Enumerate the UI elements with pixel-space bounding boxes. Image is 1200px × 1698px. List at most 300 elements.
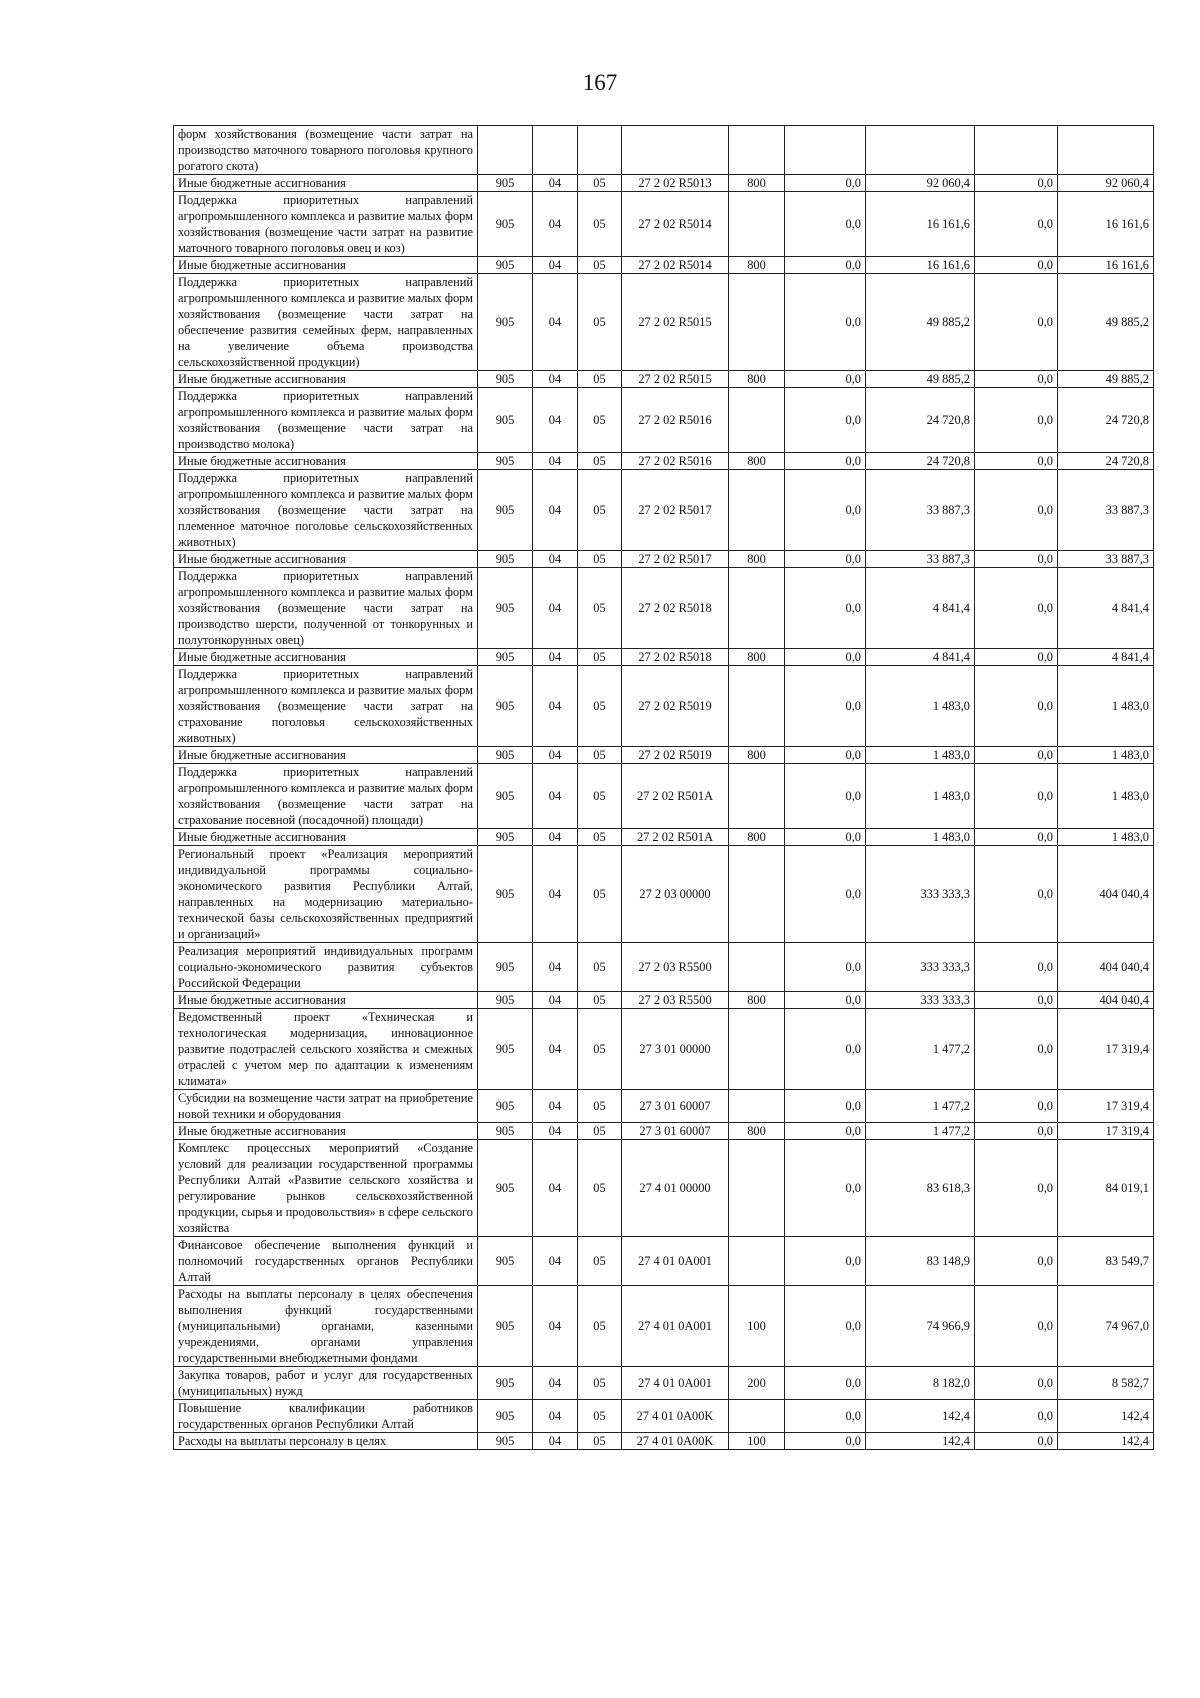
amount-cell-2: 1 477,2	[866, 1009, 975, 1090]
amount-cell-1: 0,0	[785, 1123, 866, 1140]
amount-cell-3: 0,0	[975, 192, 1058, 257]
target-article-cell: 27 2 02 R501A	[622, 829, 729, 846]
amount-cell-4: 84 019,1	[1058, 1140, 1154, 1237]
section-code-cell: 04	[533, 1286, 578, 1367]
amount-cell-1: 0,0	[785, 1367, 866, 1400]
amount-cell-4: 1 483,0	[1058, 764, 1154, 829]
row-name-cell: Поддержка приоритетных направлений агропромышленного комплекса и развитие малых форм хозяйствования (возмещение части затрат на страхование посевной (посадочной) площади)	[174, 764, 478, 829]
table-row	[174, 992, 1154, 1009]
section-code-cell: 04	[533, 764, 578, 829]
ministry-code-cell: 905	[478, 846, 533, 943]
subsection-code-cell: 05	[578, 175, 622, 192]
ministry-code-cell: 905	[478, 175, 533, 192]
section-code-cell: 04	[533, 829, 578, 846]
amount-cell-3: 0,0	[975, 829, 1058, 846]
row-name-cell: Поддержка приоритетных направлений агропромышленного комплекса и развитие малых форм хозяйствования (возмещение части затрат на производство шерсти, полученной от тонкорунных и полутонкорунных овец)	[174, 568, 478, 649]
amount-cell-3: 0,0	[975, 551, 1058, 568]
target-article-cell: 27 2 02 R5019	[622, 666, 729, 747]
ministry-code-cell: 905	[478, 1009, 533, 1090]
section-code-cell: 04	[533, 175, 578, 192]
amount-cell-4: 8 582,7	[1058, 1367, 1154, 1400]
amount-cell-2: 4 841,4	[866, 649, 975, 666]
ministry-code-cell: 905	[478, 1123, 533, 1140]
ministry-code-cell: 905	[478, 1400, 533, 1433]
subsection-code-cell: 05	[578, 846, 622, 943]
amount-cell-3: 0,0	[975, 1367, 1058, 1400]
section-code-cell: 04	[533, 568, 578, 649]
amount-cell-3: 0,0	[975, 568, 1058, 649]
expense-type-cell	[729, 846, 785, 943]
row-name-cell: Ведомственный проект «Техническая и технологическая модернизация, инновационное развитие подотраслей сельского хозяйства и смежных отраслей с учетом мер по адаптации к изменениям климата»	[174, 1009, 478, 1090]
subsection-code-cell: 05	[578, 388, 622, 453]
expense-type-cell	[729, 274, 785, 371]
ministry-code-cell: 905	[478, 453, 533, 470]
section-code-cell: 04	[533, 1123, 578, 1140]
target-article-cell: 27 2 02 R5013	[622, 175, 729, 192]
ministry-code-cell: 905	[478, 371, 533, 388]
amount-cell-4: 24 720,8	[1058, 388, 1154, 453]
amount-cell-1: 0,0	[785, 175, 866, 192]
expense-type-cell	[729, 1009, 785, 1090]
ministry-code-cell: 905	[478, 192, 533, 257]
section-code-cell: 04	[533, 388, 578, 453]
amount-cell-1: 0,0	[785, 764, 866, 829]
table-row	[174, 943, 1154, 992]
amount-cell-1: 0,0	[785, 1400, 866, 1433]
section-code-cell: 04	[533, 1009, 578, 1090]
amount-cell-1: 0,0	[785, 257, 866, 274]
amount-cell-2: 333 333,3	[866, 943, 975, 992]
table-row	[174, 388, 1154, 453]
subsection-code-cell: 05	[578, 1090, 622, 1123]
expense-type-cell: 800	[729, 649, 785, 666]
section-code-cell: 04	[533, 192, 578, 257]
row-name-cell: Иные бюджетные ассигнования	[174, 1123, 478, 1140]
target-article-cell: 27 2 03 00000	[622, 846, 729, 943]
amount-cell-3: 0,0	[975, 274, 1058, 371]
target-article-cell: 27 3 01 00000	[622, 1009, 729, 1090]
row-name-cell: Повышение квалификации работников государственных органов Республики Алтай	[174, 1400, 478, 1433]
subsection-code-cell: 05	[578, 551, 622, 568]
amount-cell-4	[1058, 126, 1154, 175]
expense-type-cell: 800	[729, 551, 785, 568]
ministry-code-cell: 905	[478, 1237, 533, 1286]
amount-cell-3: 0,0	[975, 943, 1058, 992]
amount-cell-2: 1 483,0	[866, 666, 975, 747]
expense-type-cell	[729, 192, 785, 257]
amount-cell-1: 0,0	[785, 666, 866, 747]
row-name-cell: Поддержка приоритетных направлений агропромышленного комплекса и развитие малых форм хозяйствования (возмещение части затрат на производство молока)	[174, 388, 478, 453]
amount-cell-2: 49 885,2	[866, 274, 975, 371]
amount-cell-2: 333 333,3	[866, 992, 975, 1009]
section-code-cell: 04	[533, 1433, 578, 1450]
subsection-code-cell: 05	[578, 829, 622, 846]
target-article-cell: 27 2 02 R5014	[622, 192, 729, 257]
amount-cell-3	[975, 126, 1058, 175]
row-name-cell: Поддержка приоритетных направлений агропромышленного комплекса и развитие малых форм хозяйствования (возмещение части затрат на обеспечение развития семейных ферм, направленных на увеличение объема производства сельскохозяйственной продукции)	[174, 274, 478, 371]
table-row	[174, 126, 1154, 175]
ministry-code-cell: 905	[478, 1367, 533, 1400]
table-row	[174, 371, 1154, 388]
target-article-cell: 27 4 01 0A00K	[622, 1433, 729, 1450]
expense-type-cell	[729, 1140, 785, 1237]
amount-cell-1: 0,0	[785, 568, 866, 649]
target-article-cell: 27 2 02 R5015	[622, 371, 729, 388]
target-article-cell: 27 3 01 60007	[622, 1123, 729, 1140]
target-article-cell: 27 2 02 R5019	[622, 747, 729, 764]
table-row	[174, 1123, 1154, 1140]
amount-cell-2: 333 333,3	[866, 846, 975, 943]
amount-cell-4: 1 483,0	[1058, 747, 1154, 764]
amount-cell-3: 0,0	[975, 1090, 1058, 1123]
amount-cell-4: 92 060,4	[1058, 175, 1154, 192]
subsection-code-cell: 05	[578, 666, 622, 747]
row-name-cell: Иные бюджетные ассигнования	[174, 747, 478, 764]
target-article-cell: 27 2 02 R5017	[622, 551, 729, 568]
row-name-cell: Поддержка приоритетных направлений агропромышленного комплекса и развитие малых форм хозяйствования (возмещение части затрат на племенное маточное поголовье сельскохозяйственных животных)	[174, 470, 478, 551]
amount-cell-3: 0,0	[975, 649, 1058, 666]
expense-type-cell	[729, 764, 785, 829]
target-article-cell: 27 2 02 R5015	[622, 274, 729, 371]
section-code-cell: 04	[533, 1400, 578, 1433]
subsection-code-cell: 05	[578, 943, 622, 992]
amount-cell-2: 49 885,2	[866, 371, 975, 388]
amount-cell-4: 16 161,6	[1058, 257, 1154, 274]
subsection-code-cell: 05	[578, 568, 622, 649]
amount-cell-1: 0,0	[785, 453, 866, 470]
ministry-code-cell: 905	[478, 649, 533, 666]
table-row	[174, 568, 1154, 649]
amount-cell-1: 0,0	[785, 192, 866, 257]
amount-cell-1: 0,0	[785, 1433, 866, 1450]
amount-cell-4: 17 319,4	[1058, 1090, 1154, 1123]
subsection-code-cell: 05	[578, 371, 622, 388]
row-name-cell: Субсидии на возмещение части затрат на приобретение новой техники и оборудования	[174, 1090, 478, 1123]
table-row	[174, 1367, 1154, 1400]
row-name-cell: Иные бюджетные ассигнования	[174, 551, 478, 568]
amount-cell-4: 17 319,4	[1058, 1009, 1154, 1090]
table-row	[174, 666, 1154, 747]
amount-cell-4: 74 967,0	[1058, 1286, 1154, 1367]
amount-cell-2: 1 483,0	[866, 764, 975, 829]
table-row	[174, 764, 1154, 829]
row-name-cell: Закупка товаров, работ и услуг для государственных (муниципальных) нужд	[174, 1367, 478, 1400]
table-row	[174, 649, 1154, 666]
row-name-cell: форм хозяйствования (возмещение части затрат на производство маточного товарного поголовья крупного рогатого скота)	[174, 126, 478, 175]
section-code-cell: 04	[533, 274, 578, 371]
table-row	[174, 551, 1154, 568]
row-name-cell: Финансовое обеспечение выполнения функций и полномочий государственных органов Республики Алтай	[174, 1237, 478, 1286]
section-code-cell	[533, 126, 578, 175]
subsection-code-cell: 05	[578, 1367, 622, 1400]
row-name-cell: Региональный проект «Реализация мероприятий индивидуальной программы социально-экономического развития Республики Алтай, направленных на модернизацию материально-технической базы сельскохозяйственных предприятий и организаций»	[174, 846, 478, 943]
amount-cell-1: 0,0	[785, 1286, 866, 1367]
row-name-cell: Иные бюджетные ассигнования	[174, 257, 478, 274]
amount-cell-2: 142,4	[866, 1433, 975, 1450]
amount-cell-2	[866, 126, 975, 175]
amount-cell-3: 0,0	[975, 764, 1058, 829]
subsection-code-cell: 05	[578, 274, 622, 371]
amount-cell-2: 1 477,2	[866, 1123, 975, 1140]
section-code-cell: 04	[533, 846, 578, 943]
table-row	[174, 1433, 1154, 1450]
subsection-code-cell: 05	[578, 764, 622, 829]
subsection-code-cell: 05	[578, 1140, 622, 1237]
amount-cell-2: 1 483,0	[866, 829, 975, 846]
table-body	[174, 126, 1154, 1450]
amount-cell-3: 0,0	[975, 1286, 1058, 1367]
expense-type-cell: 800	[729, 992, 785, 1009]
target-article-cell: 27 4 01 0A00K	[622, 1400, 729, 1433]
subsection-code-cell: 05	[578, 1433, 622, 1450]
expense-type-cell	[729, 1400, 785, 1433]
expense-type-cell: 800	[729, 747, 785, 764]
table-row	[174, 846, 1154, 943]
section-code-cell: 04	[533, 943, 578, 992]
amount-cell-1: 0,0	[785, 274, 866, 371]
amount-cell-2: 142,4	[866, 1400, 975, 1433]
amount-cell-4: 16 161,6	[1058, 192, 1154, 257]
amount-cell-2: 92 060,4	[866, 175, 975, 192]
amount-cell-4: 1 483,0	[1058, 829, 1154, 846]
target-article-cell: 27 2 02 R5016	[622, 388, 729, 453]
target-article-cell: 27 2 02 R5016	[622, 453, 729, 470]
row-name-cell: Реализация мероприятий индивидуальных программ социально-экономического развития субъектов Российской Федерации	[174, 943, 478, 992]
amount-cell-4: 4 841,4	[1058, 568, 1154, 649]
amount-cell-3: 0,0	[975, 846, 1058, 943]
expense-type-cell: 800	[729, 371, 785, 388]
target-article-cell: 27 4 01 00000	[622, 1140, 729, 1237]
subsection-code-cell: 05	[578, 192, 622, 257]
amount-cell-3: 0,0	[975, 470, 1058, 551]
amount-cell-2: 24 720,8	[866, 453, 975, 470]
section-code-cell: 04	[533, 747, 578, 764]
expense-type-cell: 200	[729, 1367, 785, 1400]
section-code-cell: 04	[533, 470, 578, 551]
table-row	[174, 1237, 1154, 1286]
amount-cell-4: 404 040,4	[1058, 846, 1154, 943]
amount-cell-2: 1 483,0	[866, 747, 975, 764]
amount-cell-3: 0,0	[975, 1433, 1058, 1450]
expense-type-cell	[729, 388, 785, 453]
subsection-code-cell: 05	[578, 453, 622, 470]
amount-cell-4: 49 885,2	[1058, 274, 1154, 371]
section-code-cell: 04	[533, 371, 578, 388]
table-row	[174, 1286, 1154, 1367]
amount-cell-4: 404 040,4	[1058, 992, 1154, 1009]
amount-cell-1: 0,0	[785, 388, 866, 453]
amount-cell-1: 0,0	[785, 551, 866, 568]
table-row	[174, 1009, 1154, 1090]
ministry-code-cell: 905	[478, 666, 533, 747]
row-name-cell: Комплекс процессных мероприятий «Создание условий для реализации государственной программы Республики Алтай «Развитие сельского хозяйства и регулирование рынков сельскохозяйственной продукции, сырья и продовольствия» в сфере сельского хозяйства	[174, 1140, 478, 1237]
table-row	[174, 453, 1154, 470]
target-article-cell: 27 4 01 0A001	[622, 1286, 729, 1367]
amount-cell-2: 1 477,2	[866, 1090, 975, 1123]
subsection-code-cell: 05	[578, 1123, 622, 1140]
table-row	[174, 175, 1154, 192]
target-article-cell: 27 4 01 0A001	[622, 1367, 729, 1400]
target-article-cell: 27 2 02 R5018	[622, 568, 729, 649]
expense-type-cell	[729, 126, 785, 175]
amount-cell-4: 4 841,4	[1058, 649, 1154, 666]
section-code-cell: 04	[533, 649, 578, 666]
amount-cell-3: 0,0	[975, 257, 1058, 274]
row-name-cell: Расходы на выплаты персоналу в целях обеспечения выполнения функций государственными (муниципальными) органами, казенными учреждениями, органами управления государственными внебюджетными фондами	[174, 1286, 478, 1367]
row-name-cell: Поддержка приоритетных направлений агропромышленного комплекса и развитие малых форм хозяйствования (возмещение части затрат на развитие маточного товарного поголовья овец и коз)	[174, 192, 478, 257]
expense-type-cell: 800	[729, 175, 785, 192]
amount-cell-4: 33 887,3	[1058, 551, 1154, 568]
page-number: 167	[582, 70, 618, 95]
amount-cell-3: 0,0	[975, 1123, 1058, 1140]
target-article-cell: 27 2 02 R501A	[622, 764, 729, 829]
target-article-cell: 27 2 03 R5500	[622, 992, 729, 1009]
amount-cell-1: 0,0	[785, 1009, 866, 1090]
amount-cell-2: 74 966,9	[866, 1286, 975, 1367]
ministry-code-cell: 905	[478, 1140, 533, 1237]
table-row	[174, 470, 1154, 551]
budget-table	[173, 125, 1154, 1450]
section-code-cell: 04	[533, 1237, 578, 1286]
amount-cell-1: 0,0	[785, 470, 866, 551]
amount-cell-4: 17 319,4	[1058, 1123, 1154, 1140]
amount-cell-3: 0,0	[975, 666, 1058, 747]
amount-cell-1: 0,0	[785, 992, 866, 1009]
amount-cell-3: 0,0	[975, 992, 1058, 1009]
expense-type-cell	[729, 943, 785, 992]
ministry-code-cell	[478, 126, 533, 175]
amount-cell-4: 142,4	[1058, 1433, 1154, 1450]
amount-cell-3: 0,0	[975, 371, 1058, 388]
section-code-cell: 04	[533, 257, 578, 274]
amount-cell-4: 24 720,8	[1058, 453, 1154, 470]
ministry-code-cell: 905	[478, 943, 533, 992]
ministry-code-cell: 905	[478, 388, 533, 453]
section-code-cell: 04	[533, 666, 578, 747]
ministry-code-cell: 905	[478, 747, 533, 764]
amount-cell-2: 33 887,3	[866, 551, 975, 568]
amount-cell-2: 83 148,9	[866, 1237, 975, 1286]
row-name-cell: Иные бюджетные ассигнования	[174, 371, 478, 388]
amount-cell-1: 0,0	[785, 846, 866, 943]
subsection-code-cell: 05	[578, 1237, 622, 1286]
ministry-code-cell: 905	[478, 1433, 533, 1450]
amount-cell-2: 4 841,4	[866, 568, 975, 649]
target-article-cell: 27 4 01 0A001	[622, 1237, 729, 1286]
ministry-code-cell: 905	[478, 764, 533, 829]
ministry-code-cell: 905	[478, 568, 533, 649]
amount-cell-1: 0,0	[785, 943, 866, 992]
section-code-cell: 04	[533, 1367, 578, 1400]
amount-cell-1: 0,0	[785, 747, 866, 764]
row-name-cell: Поддержка приоритетных направлений агропромышленного комплекса и развитие малых форм хозяйствования (возмещение части затрат на страхование поголовья сельскохозяйственных животных)	[174, 666, 478, 747]
amount-cell-1: 0,0	[785, 1090, 866, 1123]
amount-cell-3: 0,0	[975, 747, 1058, 764]
ministry-code-cell: 905	[478, 992, 533, 1009]
table-row	[174, 1090, 1154, 1123]
amount-cell-3: 0,0	[975, 1400, 1058, 1433]
amount-cell-3: 0,0	[975, 1009, 1058, 1090]
subsection-code-cell: 05	[578, 649, 622, 666]
table-row	[174, 274, 1154, 371]
table-row	[174, 1400, 1154, 1433]
amount-cell-4: 33 887,3	[1058, 470, 1154, 551]
row-name-cell: Иные бюджетные ассигнования	[174, 453, 478, 470]
section-code-cell: 04	[533, 1140, 578, 1237]
subsection-code-cell: 05	[578, 257, 622, 274]
amount-cell-1: 0,0	[785, 1237, 866, 1286]
expense-type-cell	[729, 568, 785, 649]
expense-type-cell: 100	[729, 1286, 785, 1367]
expense-type-cell	[729, 1090, 785, 1123]
amount-cell-3: 0,0	[975, 175, 1058, 192]
amount-cell-2: 16 161,6	[866, 192, 975, 257]
expense-type-cell	[729, 666, 785, 747]
amount-cell-4: 142,4	[1058, 1400, 1154, 1433]
amount-cell-2: 8 182,0	[866, 1367, 975, 1400]
expense-type-cell: 100	[729, 1433, 785, 1450]
table-row	[174, 747, 1154, 764]
amount-cell-3: 0,0	[975, 1237, 1058, 1286]
section-code-cell: 04	[533, 1090, 578, 1123]
target-article-cell	[622, 126, 729, 175]
expense-type-cell	[729, 1237, 785, 1286]
row-name-cell: Иные бюджетные ассигнования	[174, 992, 478, 1009]
expense-type-cell: 800	[729, 453, 785, 470]
subsection-code-cell: 05	[578, 1286, 622, 1367]
subsection-code-cell: 05	[578, 992, 622, 1009]
subsection-code-cell	[578, 126, 622, 175]
row-name-cell: Иные бюджетные ассигнования	[174, 649, 478, 666]
amount-cell-4: 83 549,7	[1058, 1237, 1154, 1286]
amount-cell-2: 16 161,6	[866, 257, 975, 274]
subsection-code-cell: 05	[578, 470, 622, 551]
table-row	[174, 257, 1154, 274]
ministry-code-cell: 905	[478, 470, 533, 551]
row-name-cell: Расходы на выплаты персоналу в целях	[174, 1433, 478, 1450]
table-row	[174, 1140, 1154, 1237]
ministry-code-cell: 905	[478, 274, 533, 371]
target-article-cell: 27 2 02 R5018	[622, 649, 729, 666]
expense-type-cell: 800	[729, 829, 785, 846]
table-row	[174, 829, 1154, 846]
target-article-cell: 27 3 01 60007	[622, 1090, 729, 1123]
ministry-code-cell: 905	[478, 1090, 533, 1123]
expense-type-cell: 800	[729, 257, 785, 274]
amount-cell-3: 0,0	[975, 1140, 1058, 1237]
amount-cell-1: 0,0	[785, 1140, 866, 1237]
ministry-code-cell: 905	[478, 257, 533, 274]
amount-cell-1	[785, 126, 866, 175]
amount-cell-4: 1 483,0	[1058, 666, 1154, 747]
section-code-cell: 04	[533, 453, 578, 470]
target-article-cell: 27 2 02 R5014	[622, 257, 729, 274]
section-code-cell: 04	[533, 992, 578, 1009]
ministry-code-cell: 905	[478, 1286, 533, 1367]
amount-cell-3: 0,0	[975, 453, 1058, 470]
amount-cell-1: 0,0	[785, 649, 866, 666]
amount-cell-1: 0,0	[785, 371, 866, 388]
ministry-code-cell: 905	[478, 551, 533, 568]
expense-type-cell: 800	[729, 1123, 785, 1140]
section-code-cell: 04	[533, 551, 578, 568]
row-name-cell: Иные бюджетные ассигнования	[174, 829, 478, 846]
ministry-code-cell: 905	[478, 829, 533, 846]
amount-cell-2: 83 618,3	[866, 1140, 975, 1237]
amount-cell-2: 24 720,8	[866, 388, 975, 453]
expense-type-cell	[729, 470, 785, 551]
row-name-cell: Иные бюджетные ассигнования	[174, 175, 478, 192]
